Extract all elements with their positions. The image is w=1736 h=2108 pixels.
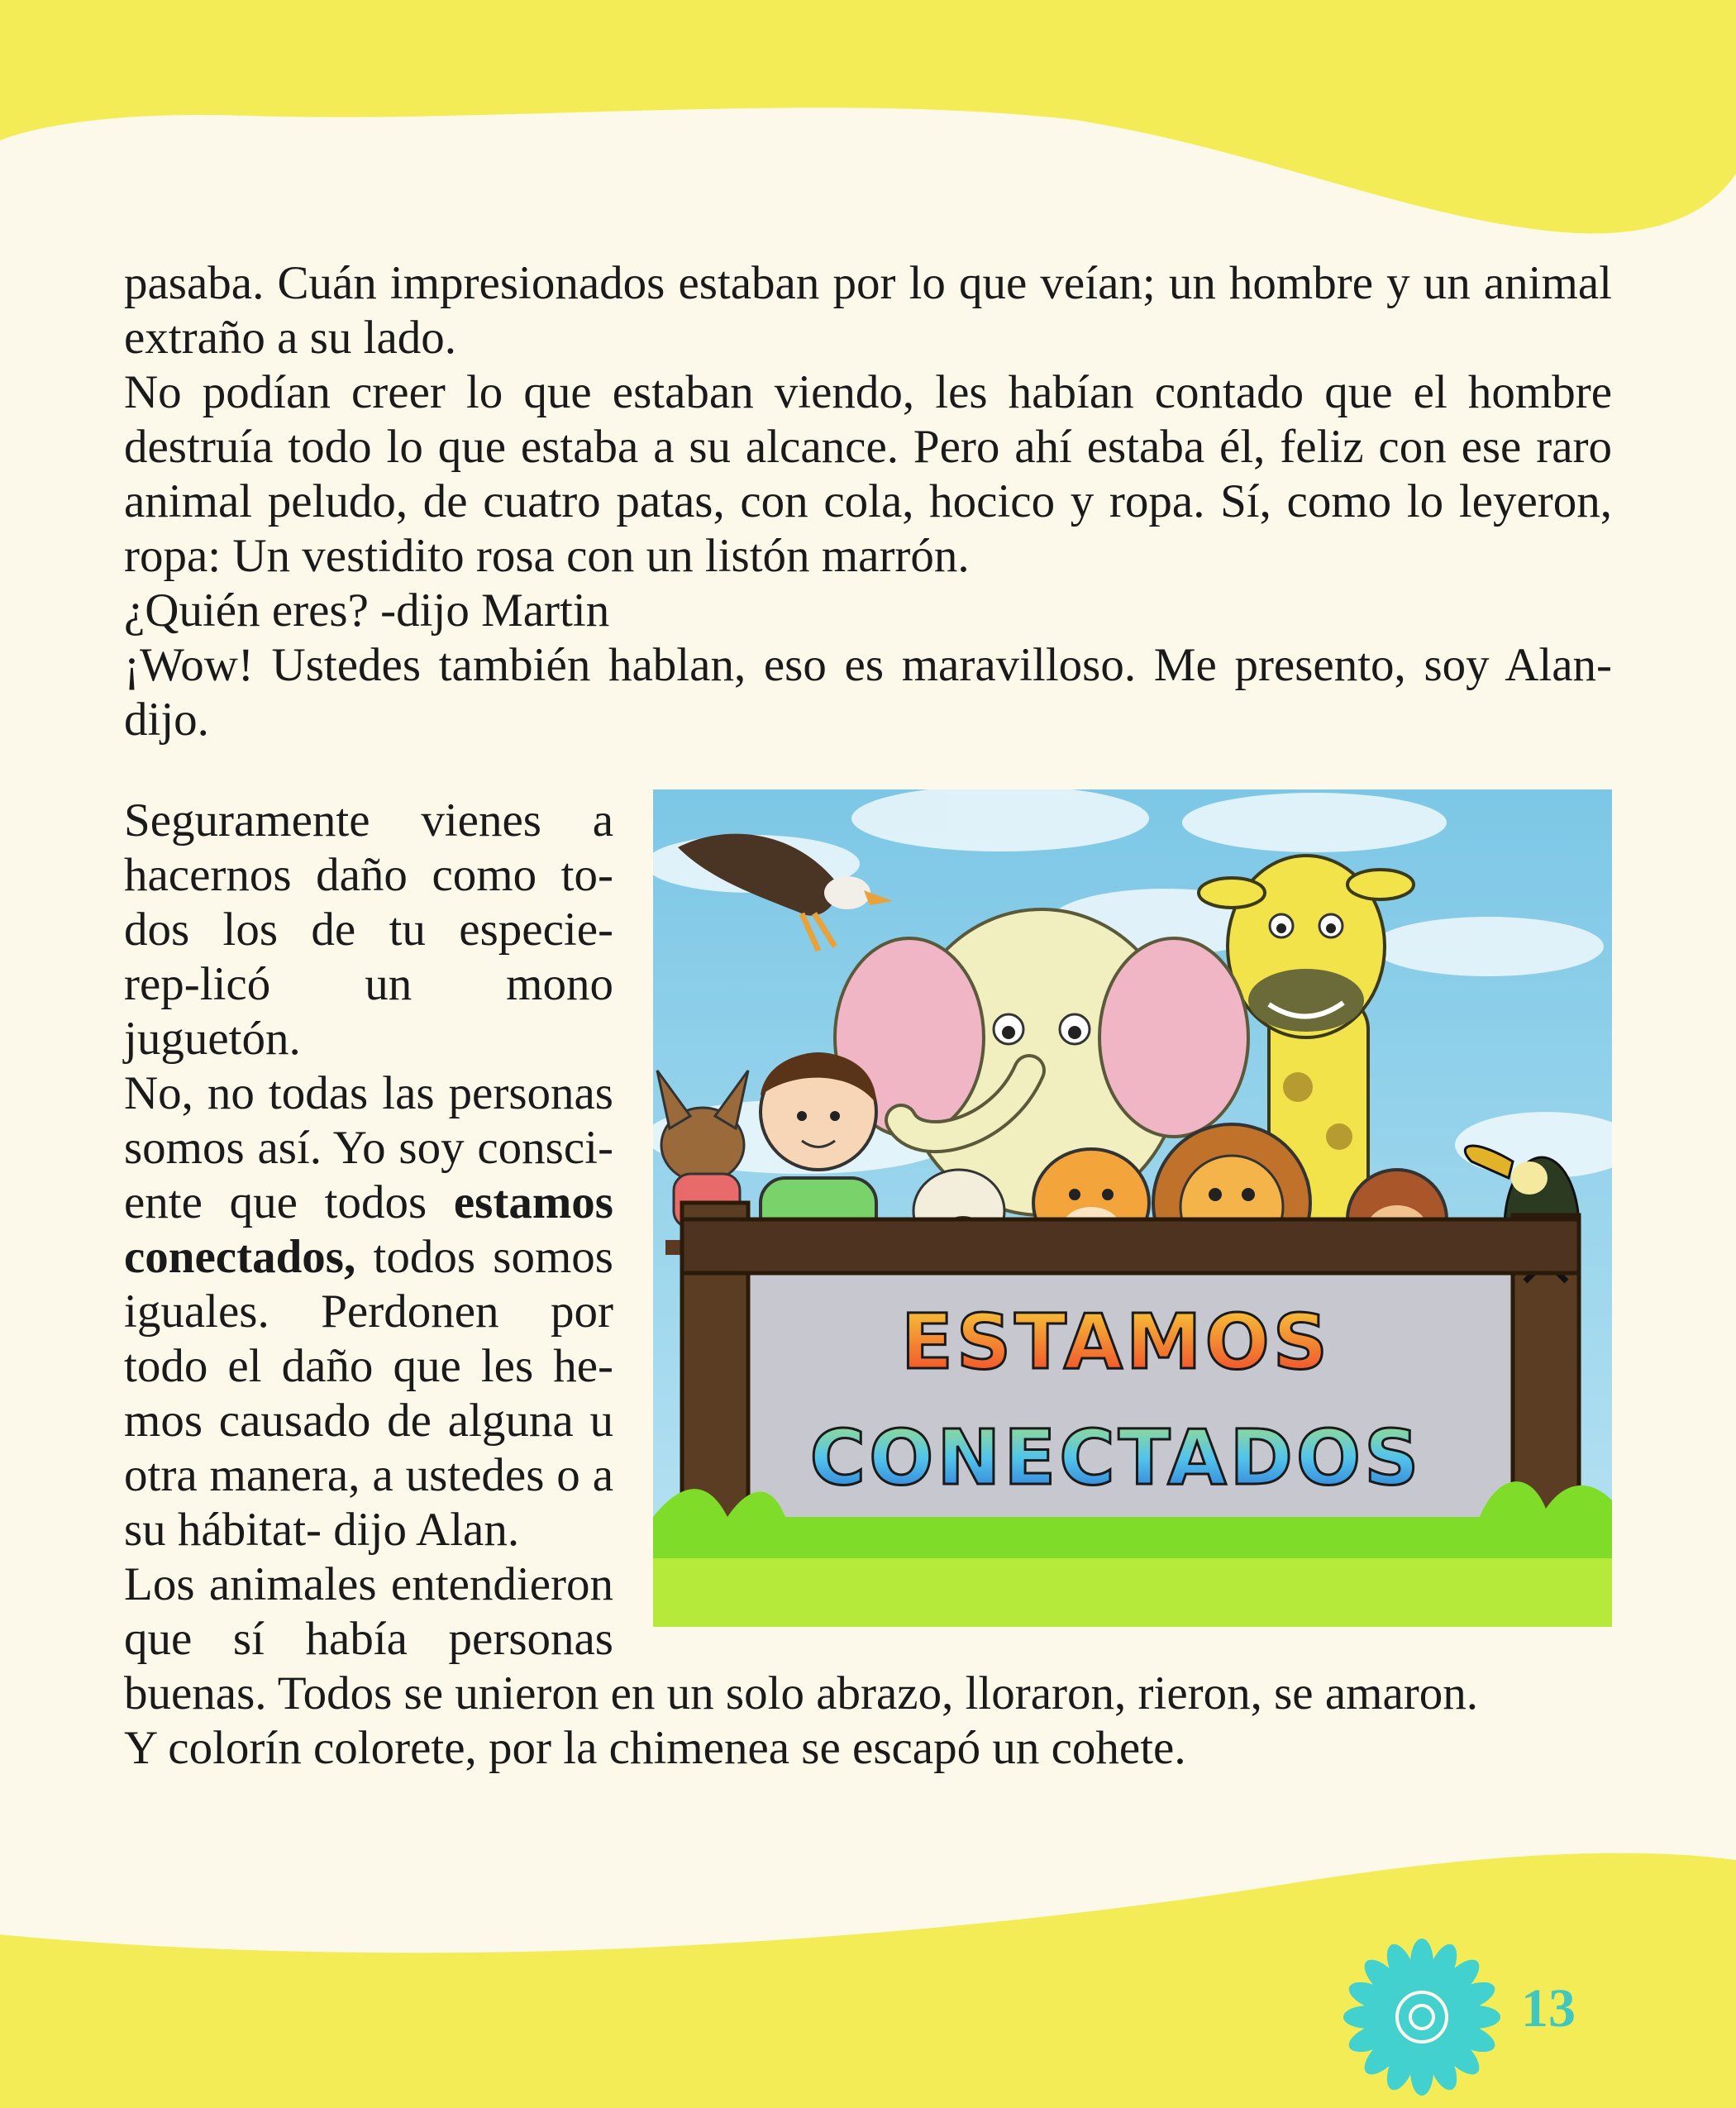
paragraph: No podían creer lo que estaban viendo, les habían contado que el hombre destruía todo lo que estaba a su alcance. Pero ahí estaba él, feliz con ese raro animal peludo, de cuatro patas, con cola, hocico y ropa. Sí, como lo leyeron, ropa: Un vestidito rosa con un listón marrón. bbox=[124, 366, 1612, 582]
paragraph: buenas. Todos se unieron en un solo abrazo, lloraron, rieron, se amaron. bbox=[124, 1667, 1478, 1719]
paragraph bbox=[124, 1066, 613, 1557]
paragraph: Seguramente vienes a hacernos daño como to-dos los de tu especie- rep-licó un mono juguetón. bbox=[124, 794, 613, 1065]
sign-line-1: ESTAMOS bbox=[901, 1298, 1331, 1386]
paragraph-text: No, no todas las personas somos así. Yo soy consci-ente que todos bbox=[124, 1067, 613, 1228]
sign-line-2: CONECTADOS bbox=[809, 1414, 1423, 1502]
flower-emblem-icon bbox=[1339, 1934, 1505, 2100]
paragraph: Los animales entendieron que sí había personas bbox=[124, 1558, 613, 1665]
paragraph-text: todos somos iguales. Perdonen por todo el daño que les he-mos causado de alguna u otra manera, a ustedes o a su hábitat- dijo Alan. bbox=[124, 1231, 613, 1556]
page-number: 13 bbox=[1521, 1978, 1576, 2039]
paragraph: pasaba. Cuán impresionados estaban por lo que veían; un hombre y un animal extraño a su lado. bbox=[124, 257, 1612, 364]
story-text-bottom bbox=[124, 1667, 1612, 1776]
bold-phrase: estamos conectados, bbox=[124, 1176, 613, 1283]
paragraph: Y colorín colorete, por la chimenea se escapó un cohete. bbox=[124, 1722, 1186, 1774]
paragraph: ¿Quién eres? -dijo Martin bbox=[124, 584, 610, 637]
animals-illustration bbox=[653, 789, 1612, 1627]
story-text-top bbox=[124, 256, 1612, 747]
story-text-column bbox=[124, 794, 613, 1667]
paragraph: ¡Wow! Ustedes también hablan, eso es maravilloso. Me presento, soy Alan-dijo. bbox=[124, 639, 1612, 746]
top-wave-decoration bbox=[0, 0, 1736, 248]
